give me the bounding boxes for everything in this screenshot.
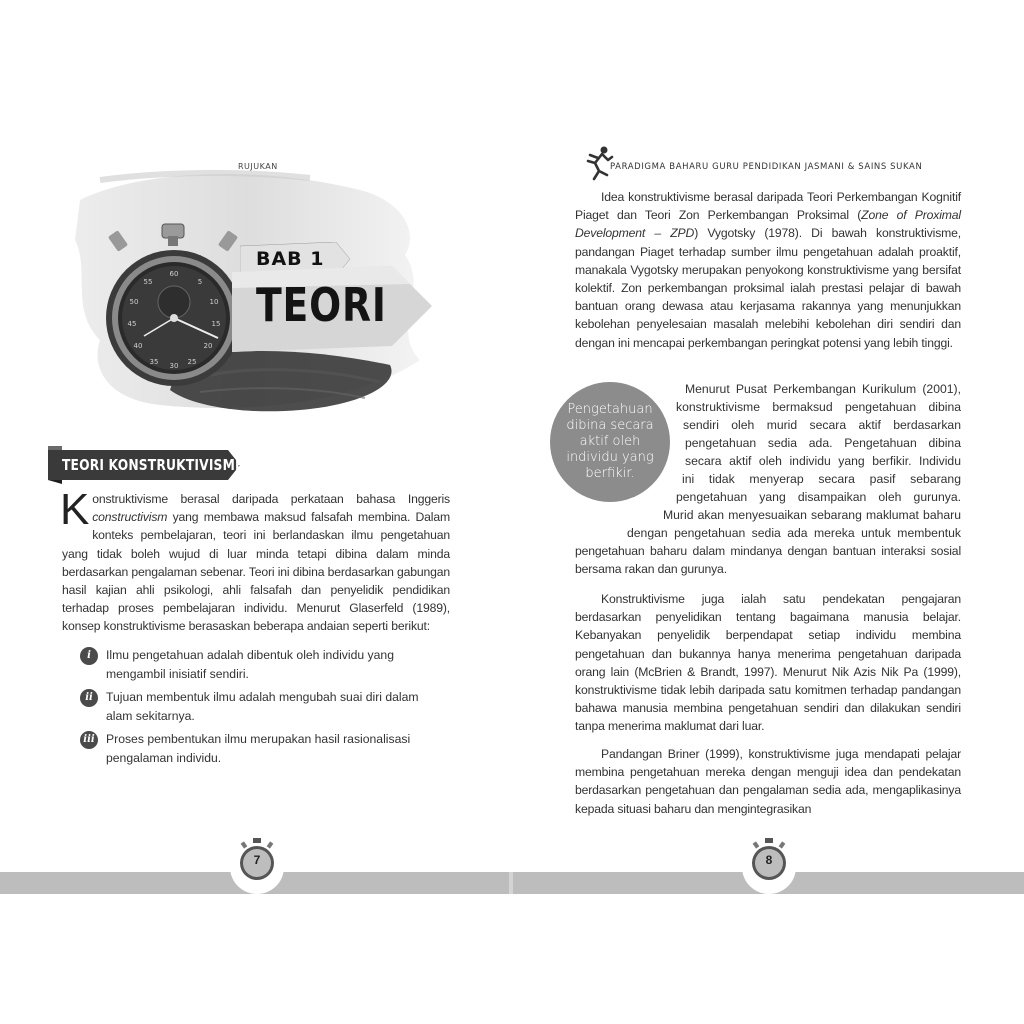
drop-cap: K (60, 485, 90, 534)
svg-text:25: 25 (187, 358, 197, 366)
section-title: TEORI KONSTRUKTIVISME (62, 456, 244, 474)
running-head-left: RUJUKAN (238, 162, 278, 171)
page-number: 7 (253, 853, 261, 867)
roman-numeral-bullet: i (80, 647, 98, 665)
p2-line: pengetahuan sedia ada. Pengetahuan dibina (685, 436, 961, 450)
svg-text:55: 55 (143, 278, 153, 286)
stopwatch-icon (102, 222, 252, 392)
p1-text-italic: Zone of Proximal Development – ZPD (575, 208, 961, 241)
svg-text:60: 60 (169, 270, 179, 278)
intro-paragraph (60, 485, 450, 636)
paragraph-1 (575, 188, 961, 352)
svg-text:35: 35 (149, 358, 159, 366)
chapter-title: TEORI (256, 278, 387, 332)
svg-text:30: 30 (169, 362, 179, 370)
svg-text:40: 40 (133, 342, 143, 350)
svg-text:20: 20 (203, 342, 213, 350)
intro-text-italic: constructivism (92, 510, 168, 525)
p2-line: Menurut Pusat Perkembangan Kurikulum (2001), (685, 382, 961, 396)
p2-line: ini tidak menyerap secara pasif sebarang (682, 472, 961, 486)
page-number-badge-left (232, 834, 282, 884)
list-item (80, 688, 440, 725)
p2-line: secara aktif oleh individu yang berfikir. Individu (685, 454, 961, 468)
intro-text-main: onstruktivisme berasal daripada perkataan bahasa Inggeris (92, 492, 450, 506)
p2-line: dengan pengetahuan sedia ada mereka untuk membentuk (627, 526, 961, 540)
chapter-opener-art (60, 160, 440, 430)
roman-numeral-bullet: ii (80, 689, 98, 707)
intro-text-rest: yang membawa maksud falsafah membina. Dalam konteks pembelajaran, teori ini berlandaskan ilmu pengetahuan yang tidak boleh wujud di luar minda tetapi dibina dalam minda berdasarkan pengalaman sebenar. Teori ini dibina berdasarkan gabungan hasil kajian ahli psikologi, ahli falsafah dan penyelidik pendidikan terhadap proses pembelajaran individu. Menurut Glaserfeld (1989), konsep konstruktivisme berasaskan beberapa andaian seperti berikut: (62, 510, 450, 634)
pull-quote-circle (550, 382, 670, 502)
page-number-badge-right (744, 834, 794, 884)
p2-line: Murid akan menyesuaikan sebarang maklumat baharu (663, 508, 961, 522)
list-item (80, 730, 440, 767)
p2-line: konstruktivisme bermaksud pengetahuan dibina (676, 400, 961, 414)
p1-text-b: ) Vygotsky (1978). Di bawah konstruktivisme, pandangan Piaget terhadap sumber ilmu pengetahuan adalah proaktif, manakala Vygotsky merupakan penyokong konstruktivisme yang bersifat kolektif. Zon perkembangan proksimal ialah prestasi pelajar di bawah bantuan orang dewasa atau kerjasama rakannya yang menunjukkan kebolehan penyelesaian masalah melebihi kebolehan diri sendiri dan dengan ini mencapai perkembangan peringkat potensi yang lebih tinggi. (575, 226, 962, 350)
page-gutter (509, 872, 513, 894)
roman-numeral-bullet: iii (80, 731, 98, 749)
svg-text:10: 10 (209, 298, 219, 306)
page-number: 8 (765, 853, 773, 867)
p2-rest: pengetahuan baharu dalam mindanya dengan bantuan interaksi sosial bersama rakan dan gurunya. (575, 544, 961, 577)
list-item-text: Ilmu pengetahuan adalah dibentuk oleh individu yang mengambil inisiatif sendiri. (106, 648, 394, 681)
paragraph-3: Konstruktivisme juga ialah satu pendekatan pengajaran berdasarkan penyelidikan tentang bagaimana manusia belajar. Kebanyakan penyelidik berpendapat setiap individu membina pengetahuan dan bukannya hanya menerima pengetahuan daripada orang lain (McBrien & Brandt, 1997). Menurut Nik Azis Nik Pa (1999), konstruktivisme tidak lebih daripada satu komitmen terhadap pandangan bahawa manusia membina pengetahuan sendiri dan dilakukan sendiri tanpa menerima maklumat dari luar. (575, 592, 961, 734)
svg-text:50: 50 (129, 298, 139, 306)
list-item (80, 646, 440, 683)
svg-text:5: 5 (197, 278, 203, 286)
running-head-right: PARADIGMA BAHARU GURU PENDIDIKAN JASMANI & SAINS SUKAN (610, 162, 923, 172)
paragraph-4: Pandangan Briner (1999), konstruktivisme juga mendapati pelajar membina pengetahuan mereka dengan menguji idea dan pendekatan berdasarkan pengetahuan dan pengalaman sedia ada, mengaplikasinya kepada situasi baharu dan mengintegrasikan (575, 747, 961, 816)
list-item-text: Proses pembentukan ilmu merupakan hasil rasionalisasi pengalaman individu. (106, 732, 411, 765)
svg-text:45: 45 (127, 320, 137, 328)
runner-icon (580, 145, 614, 181)
assumption-list (80, 646, 440, 772)
chapter-label: BAB 1 (256, 248, 325, 270)
list-item-text: Tujuan membentuk ilmu adalah mengubah suai diri dalam alam sekitarnya. (106, 690, 419, 723)
p1-text-a: Idea konstruktivisme berasal daripada Teori Perkembangan Kognitif Piaget dan Teori Zon Perkembangan Proksimal ( (575, 190, 961, 223)
pull-quote-text: Pengetahuan dibina secara aktif oleh individu yang berfikir. (566, 402, 654, 481)
p2-line: sendiri oleh murid secara aktif berdasarkan (683, 418, 961, 432)
p2-line: pengetahuan yang disampaikan oleh gurunya. (676, 490, 961, 504)
svg-text:15: 15 (211, 320, 221, 328)
